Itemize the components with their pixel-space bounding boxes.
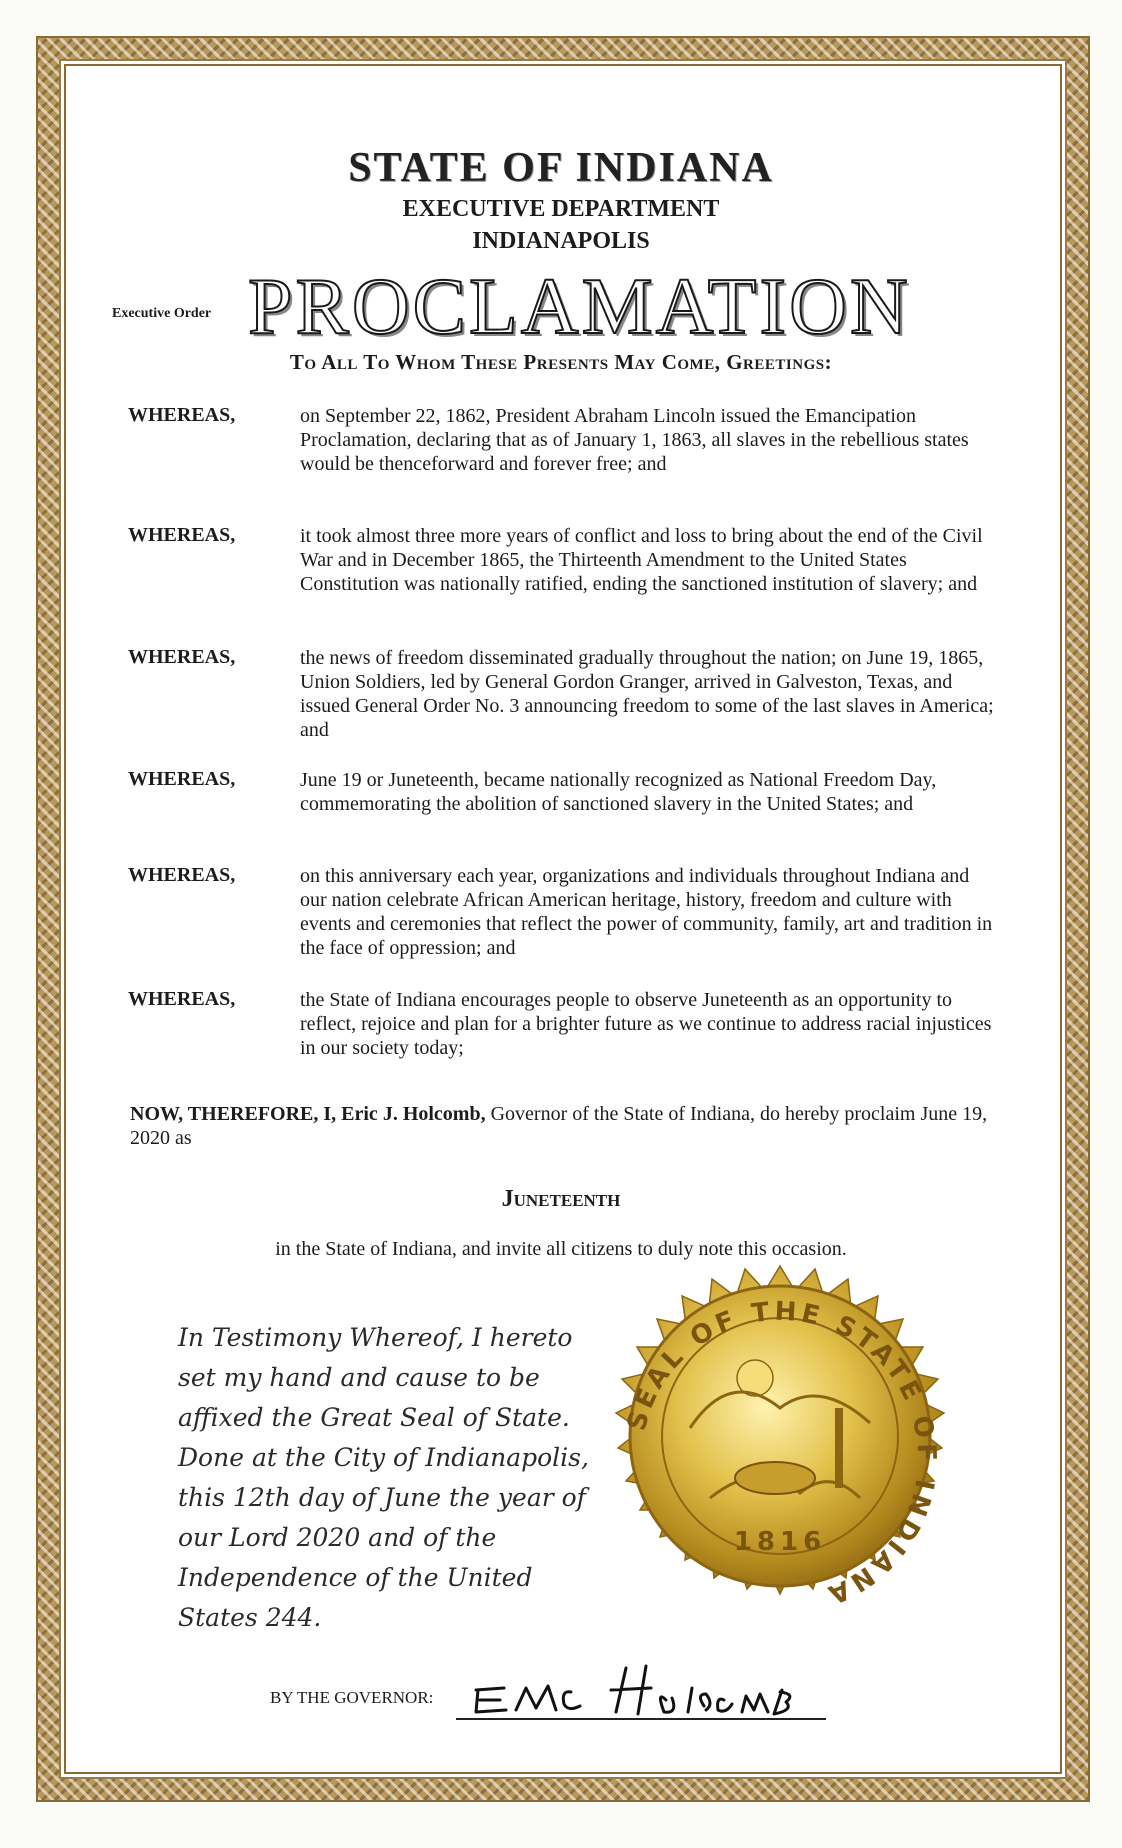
seal-ring-text: SEAL OF THE STATE OF INDIANA xyxy=(621,1296,942,1611)
seal-tree-icon xyxy=(835,1408,843,1488)
signature-label: BY THE GOVERNOR: xyxy=(270,1688,434,1707)
executive-order-label: Executive Order xyxy=(112,306,212,321)
whereas-clause xyxy=(0,768,1122,878)
therefore-lead: NOW, THEREFORE, I, Eric J. Holcomb, xyxy=(130,1103,486,1125)
department-title: EXECUTIVE DEPARTMENT xyxy=(402,196,720,222)
seal-buffalo-icon xyxy=(735,1462,815,1494)
whereas-label: WHEREAS, xyxy=(128,524,236,546)
signature-line xyxy=(456,1718,826,1720)
whereas-text: the news of freedom disseminated gradually throughout the nation; on June 19, 1865, Union Soldiers, led by General Gordon Granger, arrived in Galveston, Texas, and issued General Order No. 3 announcing freedom to some of the last slaves in America; and xyxy=(300,647,994,741)
state-title: STATE OF INDIANA xyxy=(348,145,774,191)
seal-year: 1816 xyxy=(733,1527,827,1557)
observance-title: Juneteenth xyxy=(501,1186,621,1212)
proclamation-statement xyxy=(130,1102,1010,1150)
testimony-text: In Testimony Whereof, I hereto set my hand and cause to be affixed the Great Seal of State. Done at the City of Indianapolis, this 12th day of June the year of our Lord 2020 and of the Independence of the United States 244. xyxy=(178,1323,589,1632)
whereas-text: it took almost three more years of conflict and loss to bring about the end of the Civil War and in December 1865, the Thirteenth Amendment to the United States Constitution was nationally ratified, ending the sanctioned institution of slavery; and xyxy=(300,525,983,595)
greeting-line: To All To Whom These Presents May Come, Greetings: xyxy=(289,350,833,374)
whereas-label: WHEREAS, xyxy=(128,646,236,668)
state-seal xyxy=(580,1258,980,1658)
whereas-clause xyxy=(0,404,1122,514)
proclamation-title: PROCLAMATION xyxy=(248,263,911,351)
whereas-text: on this anniversary each year, organizations and individuals throughout Indiana and our nation celebrate African American heritage, history, freedom and culture with events and ceremonies that reflect the power of community, family, art and tradition in the face of oppression; and xyxy=(300,865,993,959)
whereas-clause xyxy=(0,646,1122,756)
whereas-label: WHEREAS, xyxy=(128,768,236,790)
therefore-text: Governor of the State of Indiana, do hereby proclaim June 19, 2020 as xyxy=(130,1103,988,1149)
invitation-text: in the State of Indiana, and invite all citizens to duly note this occasion. xyxy=(275,1238,847,1260)
whereas-clause xyxy=(0,988,1122,1098)
whereas-clause xyxy=(0,864,1122,974)
whereas-label: WHEREAS, xyxy=(128,988,236,1010)
whereas-clause xyxy=(0,524,1122,634)
city-title: INDIANAPOLIS xyxy=(472,228,650,254)
whereas-label: WHEREAS, xyxy=(128,864,236,886)
whereas-label: WHEREAS, xyxy=(128,404,236,426)
whereas-text: on September 22, 1862, President Abraham Lincoln issued the Emancipation Proclamation, declaring that as of January 1, 1863, all slaves in the rebellious states would be thenceforward and forever free; and xyxy=(300,405,969,475)
whereas-text: June 19 or Juneteenth, became nationally recognized as National Freedom Day, commemorating the abolition of sanctioned slavery in the United States; and xyxy=(300,769,937,815)
whereas-text: the State of Indiana encourages people to observe Juneteenth as an opportunity to reflect, rejoice and plan for a brighter future as we continue to address racial injustices in our society today; xyxy=(300,989,992,1059)
